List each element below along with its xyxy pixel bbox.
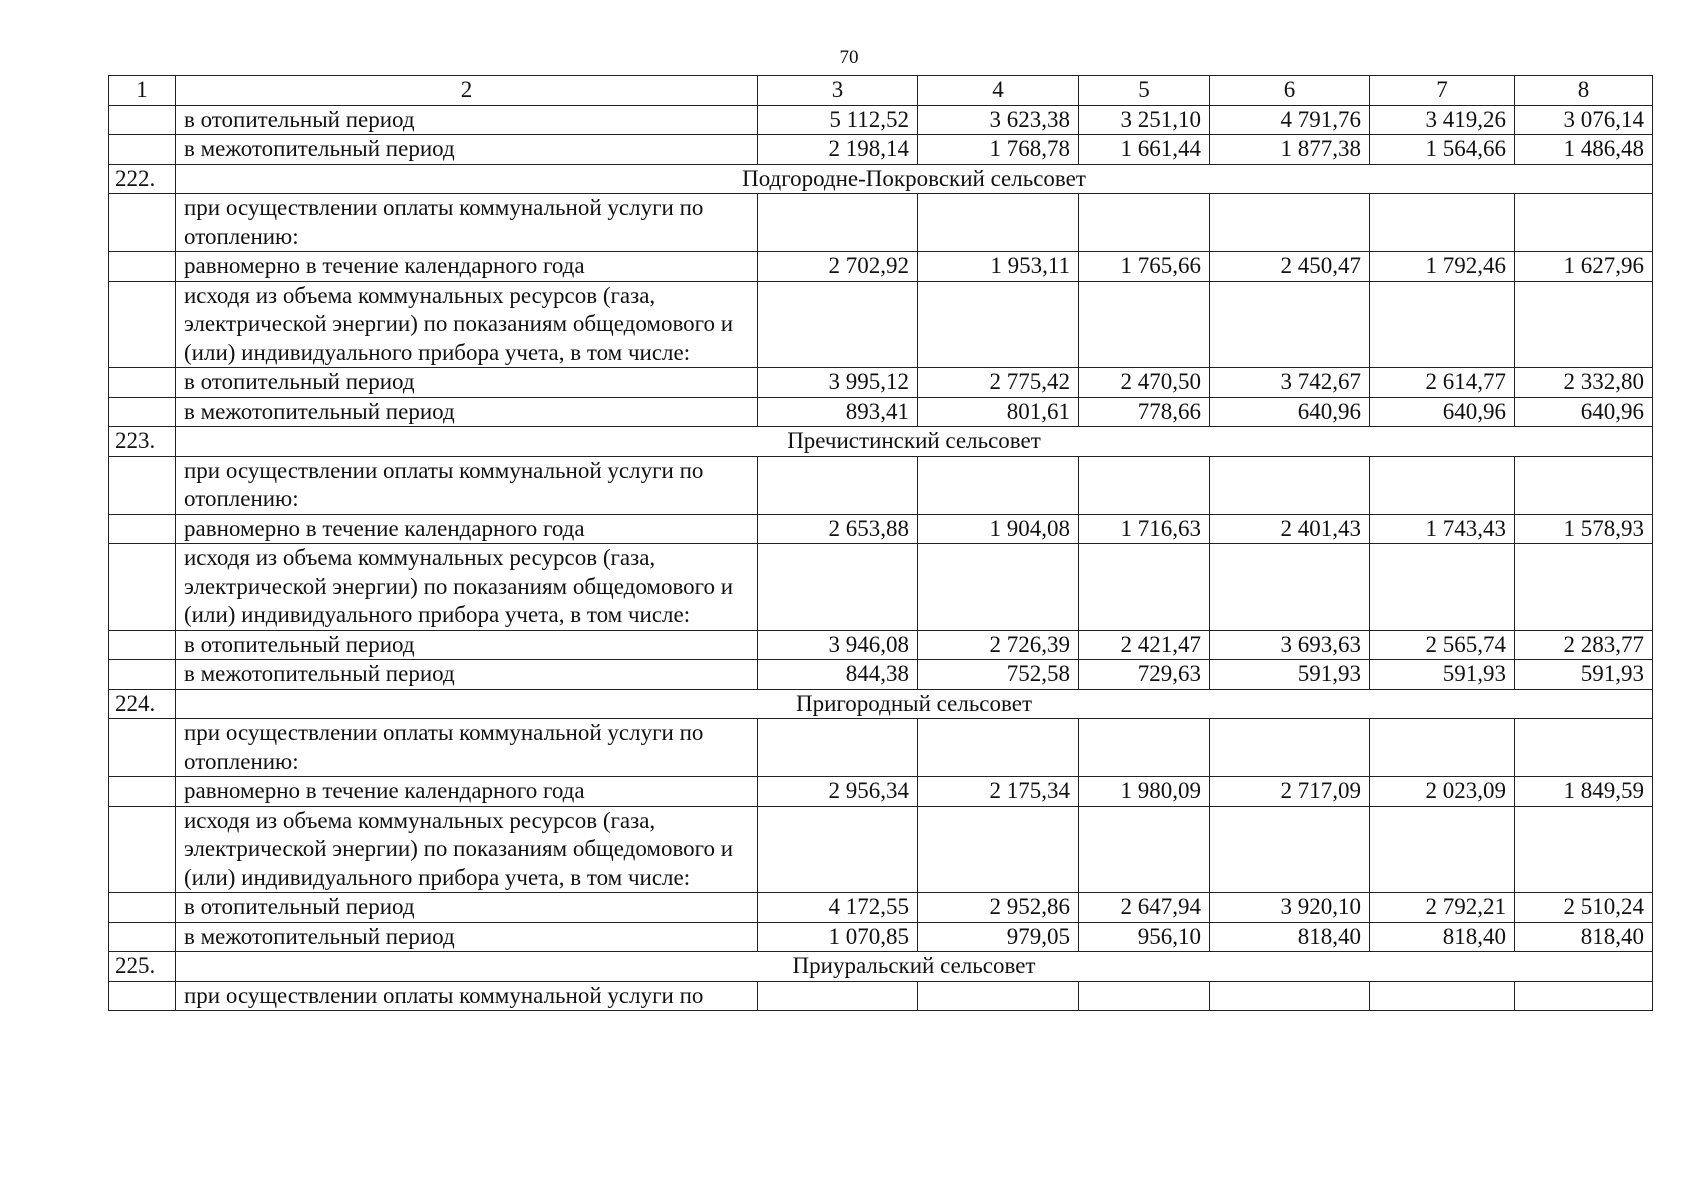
value-cell: 2 952,86 bbox=[918, 893, 1079, 923]
value-cell: 1 627,96 bbox=[1515, 252, 1653, 282]
value-cell: 2 421,47 bbox=[1079, 630, 1210, 660]
empty-value-cell bbox=[1370, 194, 1515, 252]
table-row bbox=[109, 893, 1653, 923]
empty-value-cell bbox=[1079, 456, 1210, 514]
table-row bbox=[109, 135, 1653, 165]
row-number-cell bbox=[109, 777, 176, 807]
empty-value-cell bbox=[1370, 719, 1515, 777]
empty-value-cell bbox=[758, 194, 918, 252]
empty-value-cell bbox=[918, 981, 1079, 1011]
row-description: равномерно в течение календарного года bbox=[176, 777, 758, 807]
table-row bbox=[109, 630, 1653, 660]
row-description: равномерно в течение календарного года bbox=[176, 252, 758, 282]
value-cell: 2 401,43 bbox=[1210, 514, 1370, 544]
empty-value-cell bbox=[1079, 806, 1210, 893]
empty-value-cell bbox=[758, 981, 918, 1011]
table-row bbox=[109, 514, 1653, 544]
table-row bbox=[109, 660, 1653, 690]
value-cell: 1 070,85 bbox=[758, 922, 918, 952]
row-number-cell bbox=[109, 135, 176, 165]
row-description: при осуществлении оплаты коммунальной услуги по отоплению: bbox=[176, 719, 758, 777]
empty-value-cell bbox=[758, 281, 918, 368]
value-cell: 2 792,21 bbox=[1370, 893, 1515, 923]
section-row bbox=[109, 952, 1653, 982]
value-cell: 1 716,63 bbox=[1079, 514, 1210, 544]
row-number-cell bbox=[109, 893, 176, 923]
value-cell: 2 023,09 bbox=[1370, 777, 1515, 807]
section-title: Приуральский сельсовет bbox=[176, 952, 1653, 982]
column-number-header: 3 bbox=[758, 76, 918, 106]
row-number-cell bbox=[109, 194, 176, 252]
value-cell: 1 661,44 bbox=[1079, 135, 1210, 165]
value-cell: 729,63 bbox=[1079, 660, 1210, 690]
table-row bbox=[109, 252, 1653, 282]
value-cell: 2 647,94 bbox=[1079, 893, 1210, 923]
empty-value-cell bbox=[918, 806, 1079, 893]
section-title: Подгородне-Покровский сельсовет bbox=[176, 164, 1653, 194]
empty-value-cell bbox=[918, 544, 1079, 631]
empty-value-cell bbox=[1515, 281, 1653, 368]
value-cell: 640,96 bbox=[1210, 397, 1370, 427]
row-description: при осуществлении оплаты коммунальной услуги по отоплению: bbox=[176, 456, 758, 514]
section-row bbox=[109, 164, 1653, 194]
empty-value-cell bbox=[918, 456, 1079, 514]
empty-value-cell bbox=[1370, 544, 1515, 631]
row-number-cell bbox=[109, 660, 176, 690]
value-cell: 778,66 bbox=[1079, 397, 1210, 427]
empty-value-cell bbox=[1210, 194, 1370, 252]
row-description: в отопительный период bbox=[176, 105, 758, 135]
value-cell: 2 510,24 bbox=[1515, 893, 1653, 923]
value-cell: 1 877,38 bbox=[1210, 135, 1370, 165]
value-cell: 3 742,67 bbox=[1210, 368, 1370, 398]
empty-value-cell bbox=[758, 806, 918, 893]
empty-value-cell bbox=[918, 719, 1079, 777]
table-row bbox=[109, 456, 1653, 514]
section-title: Пречистинский сельсовет bbox=[176, 427, 1653, 457]
value-cell: 1 486,48 bbox=[1515, 135, 1653, 165]
value-cell: 3 251,10 bbox=[1079, 105, 1210, 135]
column-number-header: 7 bbox=[1370, 76, 1515, 106]
row-number-cell bbox=[109, 806, 176, 893]
empty-value-cell bbox=[1210, 981, 1370, 1011]
empty-value-cell bbox=[1079, 194, 1210, 252]
row-number-cell bbox=[109, 368, 176, 398]
value-cell: 2 653,88 bbox=[758, 514, 918, 544]
row-description: исходя из объема коммунальных ресурсов (газа, электрической энергии) по показаниям общедомового и (или) индивидуального прибора учета, в том числе: bbox=[176, 806, 758, 893]
empty-value-cell bbox=[758, 544, 918, 631]
value-cell: 1 765,66 bbox=[1079, 252, 1210, 282]
section-title: Пригородный сельсовет bbox=[176, 689, 1653, 719]
row-description: в межотопительный период bbox=[176, 397, 758, 427]
table-row bbox=[109, 105, 1653, 135]
empty-value-cell bbox=[1370, 806, 1515, 893]
row-description: в отопительный период bbox=[176, 893, 758, 923]
table-row bbox=[109, 544, 1653, 631]
value-cell: 3 995,12 bbox=[758, 368, 918, 398]
row-number-cell bbox=[109, 719, 176, 777]
empty-value-cell bbox=[1370, 981, 1515, 1011]
value-cell: 3 419,26 bbox=[1370, 105, 1515, 135]
empty-value-cell bbox=[1079, 544, 1210, 631]
section-row bbox=[109, 427, 1653, 457]
value-cell: 2 198,14 bbox=[758, 135, 918, 165]
empty-value-cell bbox=[1515, 981, 1653, 1011]
section-number: 222. bbox=[109, 164, 176, 194]
row-description: при осуществлении оплаты коммунальной услуги по bbox=[176, 981, 758, 1011]
empty-value-cell bbox=[1210, 544, 1370, 631]
row-description: в межотопительный период bbox=[176, 922, 758, 952]
row-description: равномерно в течение календарного года bbox=[176, 514, 758, 544]
row-number-cell bbox=[109, 514, 176, 544]
value-cell: 1 743,43 bbox=[1370, 514, 1515, 544]
table-row bbox=[109, 806, 1653, 893]
value-cell: 2 332,80 bbox=[1515, 368, 1653, 398]
value-cell: 801,61 bbox=[918, 397, 1079, 427]
value-cell: 2 702,92 bbox=[758, 252, 918, 282]
empty-value-cell bbox=[758, 719, 918, 777]
value-cell: 591,93 bbox=[1515, 660, 1653, 690]
value-cell: 1 578,93 bbox=[1515, 514, 1653, 544]
empty-value-cell bbox=[758, 456, 918, 514]
empty-value-cell bbox=[918, 281, 1079, 368]
value-cell: 2 614,77 bbox=[1370, 368, 1515, 398]
table-row bbox=[109, 981, 1653, 1011]
column-number-header: 4 bbox=[918, 76, 1079, 106]
value-cell: 3 623,38 bbox=[918, 105, 1079, 135]
column-number-header: 2 bbox=[176, 76, 758, 106]
section-row bbox=[109, 689, 1653, 719]
row-description: в межотопительный период bbox=[176, 135, 758, 165]
empty-value-cell bbox=[1370, 456, 1515, 514]
empty-value-cell bbox=[1079, 281, 1210, 368]
empty-value-cell bbox=[1210, 806, 1370, 893]
table-row bbox=[109, 777, 1653, 807]
value-cell: 2 470,50 bbox=[1079, 368, 1210, 398]
row-number-cell bbox=[109, 630, 176, 660]
column-number-header: 5 bbox=[1079, 76, 1210, 106]
value-cell: 2 283,77 bbox=[1515, 630, 1653, 660]
empty-value-cell bbox=[1079, 719, 1210, 777]
row-description: при осуществлении оплаты коммунальной услуги по отоплению: bbox=[176, 194, 758, 252]
table-row bbox=[109, 194, 1653, 252]
value-cell: 1 980,09 bbox=[1079, 777, 1210, 807]
section-number: 224. bbox=[109, 689, 176, 719]
value-cell: 1 792,46 bbox=[1370, 252, 1515, 282]
row-number-cell bbox=[109, 105, 176, 135]
row-number-cell bbox=[109, 281, 176, 368]
value-cell: 752,58 bbox=[918, 660, 1079, 690]
value-cell: 818,40 bbox=[1210, 922, 1370, 952]
empty-value-cell bbox=[1370, 281, 1515, 368]
empty-value-cell bbox=[1515, 544, 1653, 631]
empty-value-cell bbox=[1515, 806, 1653, 893]
row-number-cell bbox=[109, 981, 176, 1011]
value-cell: 3 693,63 bbox=[1210, 630, 1370, 660]
value-cell: 979,05 bbox=[918, 922, 1079, 952]
value-cell: 2 175,34 bbox=[918, 777, 1079, 807]
page-number: 70 bbox=[839, 47, 859, 68]
table-header-row bbox=[109, 76, 1653, 106]
value-cell: 640,96 bbox=[1370, 397, 1515, 427]
empty-value-cell bbox=[1079, 981, 1210, 1011]
value-cell: 591,93 bbox=[1210, 660, 1370, 690]
row-number-cell bbox=[109, 544, 176, 631]
empty-value-cell bbox=[1515, 456, 1653, 514]
value-cell: 1 768,78 bbox=[918, 135, 1079, 165]
empty-value-cell bbox=[1210, 719, 1370, 777]
value-cell: 818,40 bbox=[1370, 922, 1515, 952]
value-cell: 1 849,59 bbox=[1515, 777, 1653, 807]
row-number-cell bbox=[109, 922, 176, 952]
value-cell: 893,41 bbox=[758, 397, 918, 427]
value-cell: 818,40 bbox=[1515, 922, 1653, 952]
value-cell: 2 450,47 bbox=[1210, 252, 1370, 282]
value-cell: 2 717,09 bbox=[1210, 777, 1370, 807]
row-description: исходя из объема коммунальных ресурсов (газа, электрической энергии) по показаниям общедомового и (или) индивидуального прибора учета, в том числе: bbox=[176, 281, 758, 368]
row-number-cell bbox=[109, 397, 176, 427]
empty-value-cell bbox=[1515, 194, 1653, 252]
value-cell: 591,93 bbox=[1370, 660, 1515, 690]
value-cell: 1 953,11 bbox=[918, 252, 1079, 282]
column-number-header: 8 bbox=[1515, 76, 1653, 106]
value-cell: 1 904,08 bbox=[918, 514, 1079, 544]
row-description: исходя из объема коммунальных ресурсов (газа, электрической энергии) по показаниям общедомового и (или) индивидуального прибора учета, в том числе: bbox=[176, 544, 758, 631]
value-cell: 3 076,14 bbox=[1515, 105, 1653, 135]
value-cell: 3 946,08 bbox=[758, 630, 918, 660]
table-row bbox=[109, 719, 1653, 777]
section-number: 223. bbox=[109, 427, 176, 457]
section-number: 225. bbox=[109, 952, 176, 982]
row-number-cell bbox=[109, 252, 176, 282]
value-cell: 640,96 bbox=[1515, 397, 1653, 427]
value-cell: 2 565,74 bbox=[1370, 630, 1515, 660]
table-row bbox=[109, 368, 1653, 398]
empty-value-cell bbox=[1210, 281, 1370, 368]
value-cell: 956,10 bbox=[1079, 922, 1210, 952]
row-number-cell bbox=[109, 456, 176, 514]
table-row bbox=[109, 397, 1653, 427]
value-cell: 3 920,10 bbox=[1210, 893, 1370, 923]
row-description: в отопительный период bbox=[176, 630, 758, 660]
column-number-header: 6 bbox=[1210, 76, 1370, 106]
empty-value-cell bbox=[1515, 719, 1653, 777]
row-description: в отопительный период bbox=[176, 368, 758, 398]
value-cell: 1 564,66 bbox=[1370, 135, 1515, 165]
value-cell: 2 726,39 bbox=[918, 630, 1079, 660]
value-cell: 844,38 bbox=[758, 660, 918, 690]
value-cell: 4 791,76 bbox=[1210, 105, 1370, 135]
row-description: в межотопительный период bbox=[176, 660, 758, 690]
value-cell: 5 112,52 bbox=[758, 105, 918, 135]
value-cell: 4 172,55 bbox=[758, 893, 918, 923]
value-cell: 2 956,34 bbox=[758, 777, 918, 807]
column-number-header: 1 bbox=[109, 76, 176, 106]
empty-value-cell bbox=[918, 194, 1079, 252]
value-cell: 2 775,42 bbox=[918, 368, 1079, 398]
table-row bbox=[109, 281, 1653, 368]
table-row bbox=[109, 922, 1653, 952]
empty-value-cell bbox=[1210, 456, 1370, 514]
tariff-table bbox=[108, 75, 1653, 1011]
